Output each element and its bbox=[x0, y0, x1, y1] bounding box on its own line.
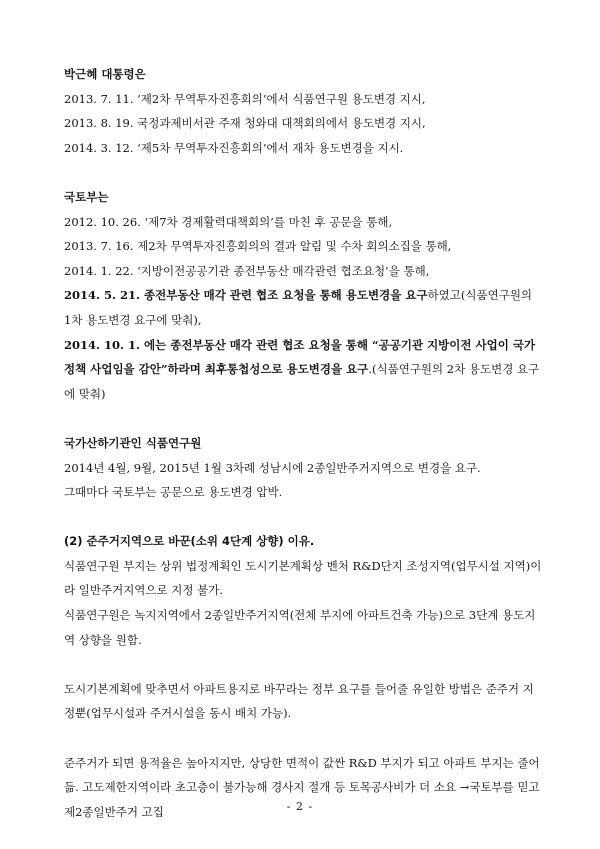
section-2-para-2: 식품연구원은 녹지지역에서 2종일반주거지역(전체 부지에 아파트건축 가능)으로 3단계 용도지역 상향을 원함. bbox=[64, 608, 536, 647]
section-2-heading: (2) 준주거지역으로 바꾼(소위 4단계 상향) 이유. bbox=[64, 534, 315, 549]
ministry-item-5-rest: .(식품연구원의 2차 용도변경 요구에 맞춰) bbox=[64, 362, 540, 401]
ministry-item-4-rest: 하였고(식품연구원의 1차 용도변경 요구에 맞춰), bbox=[64, 288, 533, 327]
ministry-line-2: 2013. 7. 16. 제2차 무역투자진흥회의의 결과 알림 및 수차 회의소집을 통해, bbox=[64, 239, 452, 254]
ministry-section bbox=[64, 185, 542, 406]
section-2-para-3: 도시기본계획에 맞추면서 아파트용지로 바꾸라는 정부 요구를 들어줄 유일한 방법은 준주거 지정뿐(업무시설과 주거시설을 동시 배치 가능). bbox=[64, 681, 534, 721]
ministry-item-5 bbox=[64, 333, 542, 407]
president-heading: 박근혜 대통령은 bbox=[64, 67, 146, 81]
spacer bbox=[64, 652, 542, 677]
spacer bbox=[64, 406, 542, 431]
section-2 bbox=[64, 529, 542, 824]
president-line-1: 2013. 7. 11. ‘제2차 무역투자진흥회의’에서 식품연구원 용도변경 지시, bbox=[64, 91, 426, 106]
institute-line-2: 그때마다 국토부는 공문으로 용도변경 압박. bbox=[64, 485, 283, 500]
president-section bbox=[64, 62, 542, 160]
president-line-3: 2014. 3. 12. ‘제5차 무역투자진흥회의’에서 재차 용도변경을 지시. bbox=[64, 140, 404, 155]
ministry-item-4 bbox=[64, 283, 542, 332]
institute-section bbox=[64, 431, 542, 505]
ministry-heading: 국토부는 bbox=[64, 189, 109, 204]
institute-line-1: 2014년 4월, 9월, 2015년 1월 3차례 성남시에 2종일반주거지역으로 변경을 요구. bbox=[64, 460, 481, 475]
ministry-line-1: 2012. 10. 26. ‘제7차 경제활력대책회의’를 마친 후 공문을 통해, bbox=[64, 214, 393, 229]
president-line-2: 2013. 8. 19. 국정과제비서관 주재 청와대 대책회의에서 용도변경 지시, bbox=[64, 116, 426, 131]
spacer bbox=[64, 505, 542, 530]
institute-heading: 국가산하기관인 식품연구원 bbox=[64, 435, 202, 450]
spacer bbox=[64, 726, 542, 751]
ministry-line-3: 2014. 1. 22. ‘지방이전공공기관 종전부동산 매각관련 협조요청’을 통해, bbox=[64, 263, 430, 278]
section-2-para-4: 준주거가 되면 용적율은 높아지지만, 상당한 면적이 값싼 R&D 부지가 되고 아파트 부지는 줄어듦. 고도제한지역이라 초고층이 불가능해 경사지 절개 등 토목공사비가 더 소요 →국토부를 믿고 제2종일반주거 고집 bbox=[64, 755, 540, 819]
ministry-item-4-bold: 2014. 5. 21. 종전부동산 매각 관련 협조 요청을 통해 용도변경을 요구 bbox=[64, 288, 428, 303]
spacer bbox=[64, 160, 542, 185]
ministry-item-5-bold: 2014. 10. 1. 에는 종전부동산 매각 관련 협조 요청을 통해 “공공기관 지방이전 사업이 국가정책 사업임을 감안”하라며 최후통첩성으로 용도변경을 요구 bbox=[64, 337, 536, 377]
section-2-para-1: 식품연구원 부지는 상위 법정계획인 도시기본계획상 벤처 R&D단지 조성지역(업무시설 지역)이라 일반주거지역으로 지정 불가. bbox=[64, 558, 542, 598]
page-number: - 2 - bbox=[286, 800, 314, 813]
